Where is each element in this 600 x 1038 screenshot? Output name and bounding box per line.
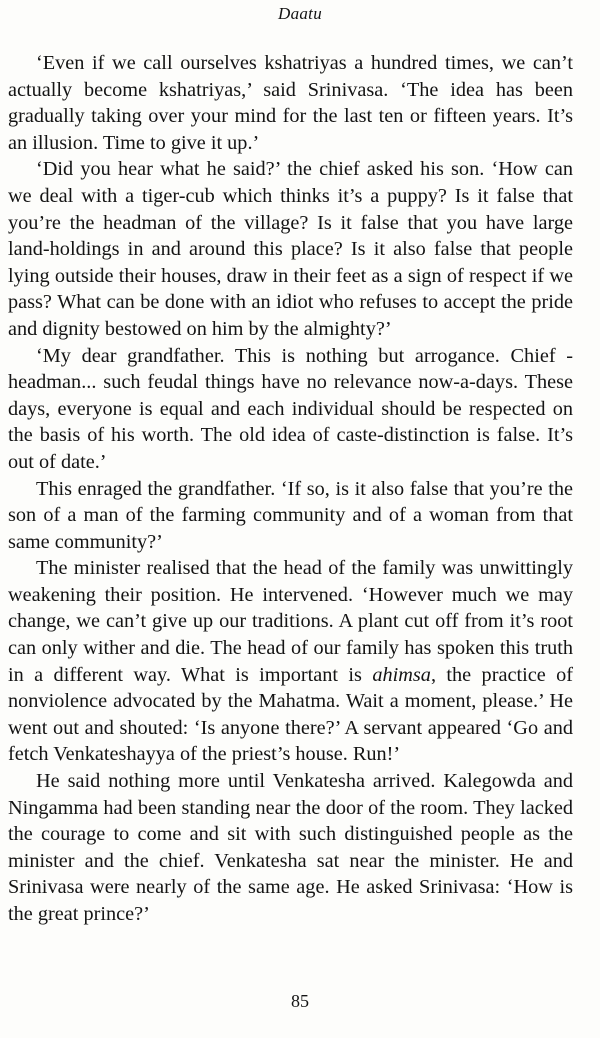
paragraph: ‘My dear grandfather. This is nothing but arrogance. Chief - headman... such feudal things have no relevance now-a-days. These days, everyone is equal and each individual should be respected on the basis of his worth. The old idea of caste-distinction is false. It’s out of date.’	[8, 344, 573, 473]
page-number: 85	[291, 991, 309, 1011]
body-text	[8, 50, 573, 928]
paragraph-text: The minister realised that the head of the family was unwittingly weakening their position. He intervened. ‘However much we may change, we can’t give up our traditions. A plant cut off from it’s root can only wither and die. The head of our family has spoken this truth in a different way. What is important is	[8, 557, 573, 686]
paragraph-text: , the practice of nonviolence advocated by the Mahatma. Wait a moment, please.’ He went out and shouted: ‘Is anyone there?’ A servant appeared ‘Go and fetch Venkateshayya of the priest’s house. Run!’	[8, 663, 574, 766]
paragraph: He said nothing more until Venkatesha arrived. Kalegowda and Ningamma had been standing near the door of the room. They lacked the courage to come and sit with such distinguished people as the minister and the chief. Venkatesha sat near the minister. He and Srinivasa were nearly of the same age. He asked Srinivasa: ‘How is the great prince?’	[8, 770, 573, 925]
emphasized-term: ahimsa	[372, 663, 431, 686]
paragraph: This enraged the grandfather. ‘If so, is it also false that you’re the son of a man of the farming community and of a woman from that same community?’	[8, 477, 573, 553]
paragraph	[8, 555, 573, 768]
paragraph: ‘Even if we call ourselves kshatriyas a hundred times, we can’t actually become kshatriyas,’ said Srinivasa. ‘The idea has been gradually taking over your mind for the last ten or fifteen years. It’s an illusion. Time to give it up.’	[8, 52, 573, 154]
running-header: Daatu	[278, 4, 322, 23]
paragraph: ‘Did you hear what he said?’ the chief asked his son. ‘How can we deal with a tiger-cub which thinks it’s a puppy? Is it false that you’re the headman of the village? Is it false that you have large land-holdings in and around this place? Is it also false that people lying outside their houses, draw in their feet as a sign of respect if we pass? What can be done with an idiot who refuses to accept the pride and dignity bestowed on him by the almighty?’	[8, 158, 573, 340]
